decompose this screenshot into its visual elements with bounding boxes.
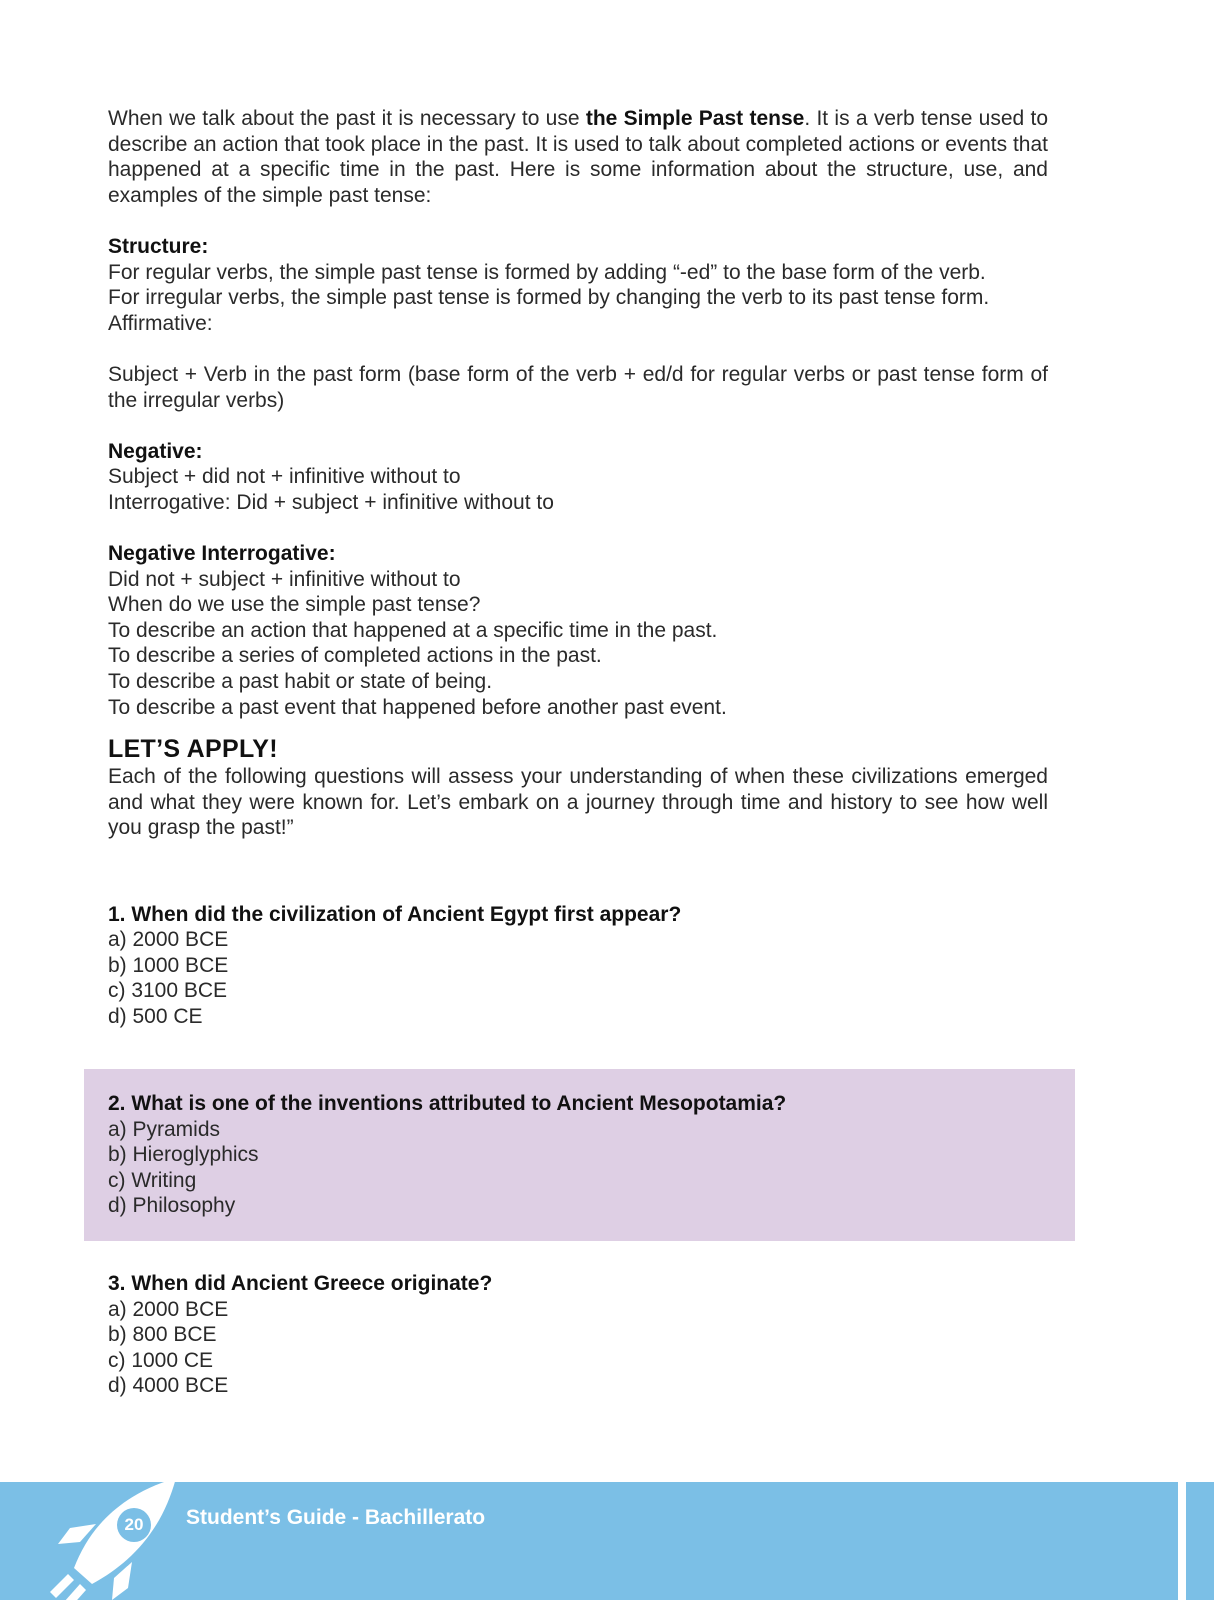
negative-interrogative-heading: Negative Interrogative: — [108, 542, 336, 566]
usage-line: To describe a past habit or state of being. — [108, 670, 493, 694]
answer-option: a) 2000 BCE — [108, 928, 229, 952]
question-title: 3. When did Ancient Greece originate? — [108, 1272, 493, 1295]
usage-line: To describe an action that happened at a specific time in the past. — [108, 618, 718, 642]
structure-line: For irregular verbs, the simple past tense is formed by changing the verb to its past tense form. — [108, 286, 990, 310]
lets-apply-heading: LET’S APPLY! — [108, 735, 278, 764]
question-2-highlight — [84, 1069, 1075, 1241]
answer-option: d) 4000 BCE — [108, 1374, 229, 1398]
answer-option: c) 3100 BCE — [108, 979, 228, 1003]
answer-option: c) Writing — [108, 1168, 197, 1192]
negative-line: Interrogative: Did + subject + infinitive without to — [108, 490, 554, 514]
question-1 — [108, 902, 1048, 1030]
question-title: 1. When did the civilization of Ancient Egypt first appear? — [108, 902, 682, 926]
usage-line: Did not + subject + infinitive without to — [108, 567, 461, 591]
negative-heading: Negative: — [108, 439, 203, 463]
answer-option: b) 1000 BCE — [108, 953, 229, 977]
affirmative-formula: Subject + Verb in the past form (base form of the verb + ed/d for regular verbs or past tense form of the irregular verbs) — [108, 362, 1048, 412]
intro-emphasis: the Simple Past tense — [585, 107, 805, 130]
structure-heading: Structure: — [108, 234, 209, 258]
answer-option: a) Pyramids — [108, 1117, 221, 1141]
page-content — [108, 106, 1048, 1030]
answer-option: b) 800 BCE — [108, 1323, 217, 1347]
rocket-icon — [44, 1470, 194, 1610]
footer-edge-strip — [1178, 1482, 1186, 1600]
intro-paragraph: When we talk about the past it is necessary to use the Simple Past tense. It is a verb tense used to describe an action that took place in the past. It is used to talk about completed actions or events that happened at a specific time in the past. Here is some information about the structure, use, and examples of the simple past tense: — [108, 107, 1049, 207]
usage-line: To describe a past event that happened before another past event. — [108, 695, 727, 719]
answer-option: d) 500 CE — [108, 1005, 203, 1028]
structure-line: For regular verbs, the simple past tense is formed by adding “-ed” to the base form of the verb. — [108, 260, 986, 284]
answer-option: c) 1000 CE — [108, 1348, 214, 1372]
answer-option: a) 2000 BCE — [108, 1297, 229, 1321]
negative-line: Subject + did not + infinitive without to — [108, 465, 461, 489]
question-title: 2. What is one of the inventions attributed to Ancient Mesopotamia? — [108, 1092, 787, 1115]
usage-line: To describe a series of completed actions in the past. — [108, 644, 602, 668]
answer-option: d) Philosophy — [108, 1194, 236, 1218]
footer-title: Student’s Guide - Bachillerato — [186, 1506, 486, 1529]
question-2 — [108, 1091, 786, 1219]
question-3 — [108, 1271, 492, 1399]
apply-paragraph: Each of the following questions will assess your understanding of when these civilizations emerged and what they were known for. Let’s embark on a journey through time and history to see how well you grasp the past!” — [108, 765, 1048, 840]
structure-line: Affirmative: — [108, 311, 213, 335]
page-footer — [0, 1482, 1214, 1600]
answer-option: b) Hieroglyphics — [108, 1143, 259, 1167]
page-number: 20 — [117, 1508, 151, 1542]
usage-line: When do we use the simple past tense? — [108, 593, 481, 617]
